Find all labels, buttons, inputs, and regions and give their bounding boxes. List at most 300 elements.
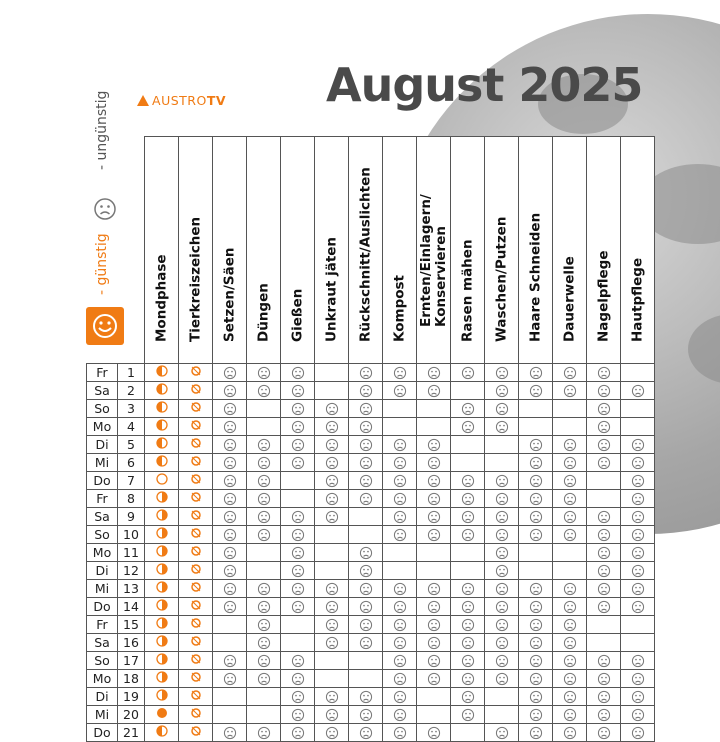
unfavorable-cell <box>349 562 383 580</box>
table-row <box>87 364 655 382</box>
favorable-cell <box>247 688 281 706</box>
unfavorable-cell <box>315 634 349 652</box>
column-header-label: Hautpflege <box>629 257 645 342</box>
favorable-cell <box>519 418 553 436</box>
favorable-cell <box>553 400 587 418</box>
unfavorable-cell <box>247 472 281 490</box>
unfavorable-cell <box>519 580 553 598</box>
unfavorable-cell <box>553 508 587 526</box>
unfavorable-cell <box>587 526 621 544</box>
moon-phase-icon <box>145 526 179 544</box>
unfavorable-cell <box>281 598 315 616</box>
favorable-cell <box>383 418 417 436</box>
favorable-cell <box>315 652 349 670</box>
moon-phase-icon <box>145 562 179 580</box>
unfavorable-cell <box>553 706 587 724</box>
unfavorable-cell <box>451 418 485 436</box>
weekday-cell: Mi <box>87 580 118 598</box>
unfavorable-cell <box>315 616 349 634</box>
favorable-cell <box>451 562 485 580</box>
unfavorable-cell <box>553 580 587 598</box>
unfavorable-cell <box>553 616 587 634</box>
date-cell: 11 <box>118 544 145 562</box>
favorable-cell <box>485 706 519 724</box>
unfavorable-cell <box>587 706 621 724</box>
unfavorable-cell <box>587 418 621 436</box>
unfavorable-cell <box>247 364 281 382</box>
unfavorable-cell <box>213 724 247 742</box>
moon-phase-icon <box>145 580 179 598</box>
unfavorable-cell <box>247 724 281 742</box>
column-header-label: Düngen <box>255 283 271 342</box>
favorable-cell <box>315 382 349 400</box>
weekday-cell: Fr <box>87 616 118 634</box>
favorable-cell <box>247 706 281 724</box>
unfavorable-cell <box>315 490 349 508</box>
unfavorable-cell <box>247 652 281 670</box>
unfavorable-cell <box>383 580 417 598</box>
unfavorable-cell <box>519 598 553 616</box>
favorable-cell <box>349 670 383 688</box>
unfavorable-cell <box>553 598 587 616</box>
unfavorable-cell <box>281 652 315 670</box>
unfavorable-cell <box>519 616 553 634</box>
unfavorable-cell <box>315 472 349 490</box>
unfavorable-cell <box>621 490 655 508</box>
unfavorable-cell <box>451 706 485 724</box>
unfavorable-cell <box>553 670 587 688</box>
unfavorable-cell <box>213 580 247 598</box>
unfavorable-cell <box>281 562 315 580</box>
unfavorable-cell <box>519 382 553 400</box>
weekday-cell: Mo <box>87 670 118 688</box>
unfavorable-cell <box>417 724 451 742</box>
table-row <box>87 418 655 436</box>
unfavorable-cell <box>281 382 315 400</box>
unfavorable-cell <box>213 400 247 418</box>
unfavorable-cell <box>213 382 247 400</box>
unfavorable-cell <box>417 436 451 454</box>
unfavorable-cell <box>383 616 417 634</box>
weekday-cell: Sa <box>87 508 118 526</box>
unfavorable-cell <box>587 544 621 562</box>
column-header <box>315 137 349 364</box>
unfavorable-cell <box>417 670 451 688</box>
unfavorable-cell <box>451 526 485 544</box>
favorable-cell <box>281 472 315 490</box>
unfavorable-cell <box>587 400 621 418</box>
unfavorable-cell <box>553 688 587 706</box>
zodiac-leo-icon <box>179 706 213 724</box>
unfavorable-cell <box>485 544 519 562</box>
unfavorable-cell <box>417 490 451 508</box>
unfavorable-cell <box>519 652 553 670</box>
unfavorable-cell <box>621 526 655 544</box>
table-row <box>87 562 655 580</box>
favorable-cell <box>553 562 587 580</box>
zodiac-aquarius-icon <box>179 472 213 490</box>
unfavorable-cell <box>485 382 519 400</box>
unfavorable-cell <box>383 382 417 400</box>
unfavorable-cell <box>485 652 519 670</box>
unfavorable-cell <box>587 670 621 688</box>
table-row <box>87 508 655 526</box>
weekday-cell: Mo <box>87 418 118 436</box>
unfavorable-cell <box>621 724 655 742</box>
favorable-cell <box>485 688 519 706</box>
date-cell: 6 <box>118 454 145 472</box>
zodiac-cancer-icon <box>179 670 213 688</box>
unfavorable-cell <box>247 490 281 508</box>
zodiac-capricorn-icon <box>179 436 213 454</box>
favorable-cell <box>315 670 349 688</box>
favorable-cell <box>247 544 281 562</box>
unfavorable-cell <box>519 454 553 472</box>
unfavorable-cell <box>349 688 383 706</box>
favorable-cell <box>213 634 247 652</box>
unfavorable-cell <box>213 670 247 688</box>
unfavorable-cell <box>621 382 655 400</box>
unfavorable-cell <box>621 652 655 670</box>
favorable-cell <box>621 364 655 382</box>
unfavorable-cell <box>349 418 383 436</box>
unfavorable-cell <box>349 580 383 598</box>
unfavorable-cell <box>417 652 451 670</box>
table-row <box>87 616 655 634</box>
moon-phase-icon <box>145 706 179 724</box>
table-row <box>87 706 655 724</box>
unfavorable-cell <box>281 418 315 436</box>
unfavorable-cell <box>349 454 383 472</box>
moon-phase-icon <box>145 670 179 688</box>
favorable-cell <box>485 454 519 472</box>
unfavorable-cell <box>383 454 417 472</box>
column-header <box>621 137 655 364</box>
brand-logo: AUSTROTV <box>137 93 226 108</box>
unfavorable-cell <box>485 616 519 634</box>
date-cell: 15 <box>118 616 145 634</box>
unfavorable-cell <box>485 580 519 598</box>
favorable-cell <box>451 382 485 400</box>
unfavorable-cell <box>349 364 383 382</box>
unfavorable-cell <box>281 526 315 544</box>
weekday-cell: So <box>87 400 118 418</box>
favorable-cell <box>417 400 451 418</box>
unfavorable-cell <box>451 508 485 526</box>
column-header-label: Mondphase <box>153 254 169 342</box>
unfavorable-cell <box>383 472 417 490</box>
unfavorable-cell <box>519 508 553 526</box>
favorable-cell <box>315 526 349 544</box>
zodiac-aquarius-icon <box>179 490 213 508</box>
table-row <box>87 688 655 706</box>
favorable-cell <box>349 526 383 544</box>
moon-calendar-table <box>86 136 655 742</box>
unfavorable-cell <box>281 436 315 454</box>
date-cell: 21 <box>118 724 145 742</box>
date-cell: 14 <box>118 598 145 616</box>
moon-phase-icon <box>145 418 179 436</box>
unfavorable-cell <box>247 598 281 616</box>
weekday-cell: Do <box>87 598 118 616</box>
unfavorable-cell <box>485 418 519 436</box>
column-header <box>213 137 247 364</box>
weekday-cell: Di <box>87 436 118 454</box>
favorable-cell <box>621 400 655 418</box>
unfavorable-cell <box>553 454 587 472</box>
header-spacer <box>118 137 145 364</box>
unfavorable-cell <box>485 508 519 526</box>
unfavorable-cell <box>519 526 553 544</box>
table-row <box>87 670 655 688</box>
unfavorable-cell <box>451 688 485 706</box>
unfavorable-cell <box>417 526 451 544</box>
zodiac-capricorn-icon <box>179 454 213 472</box>
unfavorable-cell <box>485 490 519 508</box>
column-header <box>587 137 621 364</box>
column-header-label: Rasen mähen <box>459 239 475 342</box>
unfavorable-cell <box>383 598 417 616</box>
weekday-cell: Fr <box>87 364 118 382</box>
unfavorable-cell <box>383 364 417 382</box>
column-header-label: Dauerwelle <box>561 256 577 342</box>
favorable-cell <box>247 562 281 580</box>
favorable-cell <box>587 634 621 652</box>
unfavorable-cell <box>485 598 519 616</box>
favorable-cell <box>451 724 485 742</box>
table-row <box>87 652 655 670</box>
favorable-cell <box>417 418 451 436</box>
column-header <box>247 137 281 364</box>
weekday-cell: So <box>87 526 118 544</box>
weekday-cell: Di <box>87 562 118 580</box>
favorable-cell <box>417 544 451 562</box>
unfavorable-cell <box>349 400 383 418</box>
favorable-cell <box>417 706 451 724</box>
table-row <box>87 724 655 742</box>
unfavorable-cell <box>485 562 519 580</box>
favorable-cell <box>315 562 349 580</box>
unfavorable-cell <box>485 472 519 490</box>
moon-phase-icon <box>145 544 179 562</box>
favorable-cell <box>451 544 485 562</box>
unfavorable-cell <box>349 472 383 490</box>
unfavorable-cell <box>553 724 587 742</box>
unfavorable-cell <box>451 400 485 418</box>
unfavorable-cell <box>553 436 587 454</box>
weekday-cell: Mo <box>87 544 118 562</box>
moon-phase-icon <box>145 616 179 634</box>
column-header-label: Waschen/Putzen <box>493 216 509 342</box>
unfavorable-cell <box>587 652 621 670</box>
moon-phase-icon <box>145 400 179 418</box>
unfavorable-cell <box>383 634 417 652</box>
unfavorable-cell <box>519 688 553 706</box>
unfavorable-cell <box>519 436 553 454</box>
unfavorable-cell <box>587 508 621 526</box>
unfavorable-cell <box>451 616 485 634</box>
zodiac-virgo-icon <box>179 724 213 742</box>
unfavorable-cell <box>247 616 281 634</box>
unfavorable-cell <box>587 364 621 382</box>
unfavorable-cell <box>621 472 655 490</box>
date-cell: 1 <box>118 364 145 382</box>
moon-phase-icon <box>145 598 179 616</box>
table-row <box>87 454 655 472</box>
column-header <box>553 137 587 364</box>
unfavorable-cell <box>213 508 247 526</box>
unfavorable-cell <box>451 634 485 652</box>
unfavorable-cell <box>213 418 247 436</box>
unfavorable-cell <box>417 382 451 400</box>
favorable-cell <box>553 418 587 436</box>
unfavorable-cell <box>383 724 417 742</box>
unfavorable-cell <box>281 364 315 382</box>
table-row <box>87 634 655 652</box>
favorable-cell <box>315 544 349 562</box>
unfavorable-cell <box>553 364 587 382</box>
column-header <box>451 137 485 364</box>
table-row <box>87 544 655 562</box>
unfavorable-cell <box>281 400 315 418</box>
weekday-cell: Do <box>87 724 118 742</box>
column-header-label: Ernten/Einlagern/ Konservieren <box>417 194 449 327</box>
weekday-cell: Do <box>87 472 118 490</box>
unfavorable-cell <box>213 472 247 490</box>
unfavorable-cell <box>587 580 621 598</box>
column-header <box>383 137 417 364</box>
favorable-cell <box>587 472 621 490</box>
unfavorable-cell <box>485 364 519 382</box>
favorable-cell <box>485 436 519 454</box>
unfavorable-cell <box>281 580 315 598</box>
unfavorable-cell <box>213 454 247 472</box>
zodiac-taurus-icon <box>179 598 213 616</box>
column-header <box>519 137 553 364</box>
unfavorable-cell <box>349 724 383 742</box>
column-header-label: Rückschnitt/Auslichten <box>357 167 373 342</box>
favorable-cell <box>451 436 485 454</box>
favorable-cell <box>213 616 247 634</box>
unfavorable-cell <box>587 454 621 472</box>
unfavorable-cell <box>281 508 315 526</box>
favorable-cell <box>587 616 621 634</box>
favorable-cell <box>451 454 485 472</box>
unfavorable-cell <box>383 652 417 670</box>
date-cell: 16 <box>118 634 145 652</box>
unfavorable-cell <box>485 634 519 652</box>
moon-phase-icon <box>145 490 179 508</box>
date-cell: 10 <box>118 526 145 544</box>
unfavorable-cell <box>621 598 655 616</box>
unfavorable-cell <box>247 670 281 688</box>
unfavorable-cell <box>553 472 587 490</box>
unfavorable-cell <box>281 724 315 742</box>
unfavorable-cell <box>417 364 451 382</box>
favorable-cell <box>213 688 247 706</box>
unfavorable-cell <box>247 634 281 652</box>
unfavorable-cell <box>247 382 281 400</box>
unfavorable-cell <box>519 472 553 490</box>
unfavorable-cell <box>281 454 315 472</box>
favorable-cell <box>417 562 451 580</box>
unfavorable-cell <box>213 364 247 382</box>
table-row <box>87 472 655 490</box>
unfavorable-cell <box>621 580 655 598</box>
unfavorable-cell <box>349 634 383 652</box>
moon-phase-icon <box>145 634 179 652</box>
header-spacer <box>87 137 118 364</box>
unfavorable-cell <box>621 454 655 472</box>
favorable-cell <box>621 616 655 634</box>
unfavorable-cell <box>451 472 485 490</box>
date-cell: 7 <box>118 472 145 490</box>
date-cell: 17 <box>118 652 145 670</box>
favorable-cell <box>519 544 553 562</box>
favorable-cell <box>315 364 349 382</box>
unfavorable-cell <box>621 562 655 580</box>
unfavorable-cell <box>383 436 417 454</box>
date-cell: 18 <box>118 670 145 688</box>
unfavorable-cell <box>349 616 383 634</box>
zodiac-leo-icon <box>179 688 213 706</box>
moon-phase-icon <box>145 508 179 526</box>
unfavorable-cell <box>519 670 553 688</box>
unfavorable-cell <box>281 670 315 688</box>
zodiac-scorpio-icon <box>179 364 213 382</box>
date-cell: 13 <box>118 580 145 598</box>
unfavorable-cell <box>315 688 349 706</box>
unfavorable-cell <box>349 382 383 400</box>
unfavorable-cell <box>417 472 451 490</box>
unfavorable-cell <box>383 526 417 544</box>
zodiac-gemini-icon <box>179 634 213 652</box>
column-header-label: Kompost <box>391 275 407 342</box>
unfavorable-cell <box>417 580 451 598</box>
favorable-cell <box>281 616 315 634</box>
favorable-cell <box>383 400 417 418</box>
unfavorable-cell <box>587 436 621 454</box>
unfavorable-cell <box>587 562 621 580</box>
unfavorable-cell <box>349 706 383 724</box>
column-header-label: Setzen/Säen <box>221 247 237 342</box>
unfavorable-cell <box>247 508 281 526</box>
favorable-cell <box>621 634 655 652</box>
moon-phase-icon <box>145 724 179 742</box>
unfavorable-cell <box>519 634 553 652</box>
unfavorable-cell <box>383 688 417 706</box>
zodiac-taurus-icon <box>179 580 213 598</box>
favorable-cell <box>417 688 451 706</box>
favorable-cell <box>213 706 247 724</box>
zodiac-aries-icon <box>179 562 213 580</box>
unfavorable-cell <box>417 598 451 616</box>
date-cell: 9 <box>118 508 145 526</box>
unfavorable-cell <box>451 598 485 616</box>
unfavorable-cell <box>485 670 519 688</box>
column-header <box>349 137 383 364</box>
column-header-label: Nagelpflege <box>595 250 611 342</box>
unfavorable-cell <box>553 526 587 544</box>
zodiac-pisces-icon <box>179 508 213 526</box>
weekday-cell: Mi <box>87 706 118 724</box>
moon-phase-icon <box>145 454 179 472</box>
favorable-cell <box>281 490 315 508</box>
unfavorable-cell <box>315 706 349 724</box>
table-row <box>87 580 655 598</box>
column-header-label: Haare Schneiden <box>527 212 543 342</box>
unfavorable-cell <box>587 598 621 616</box>
